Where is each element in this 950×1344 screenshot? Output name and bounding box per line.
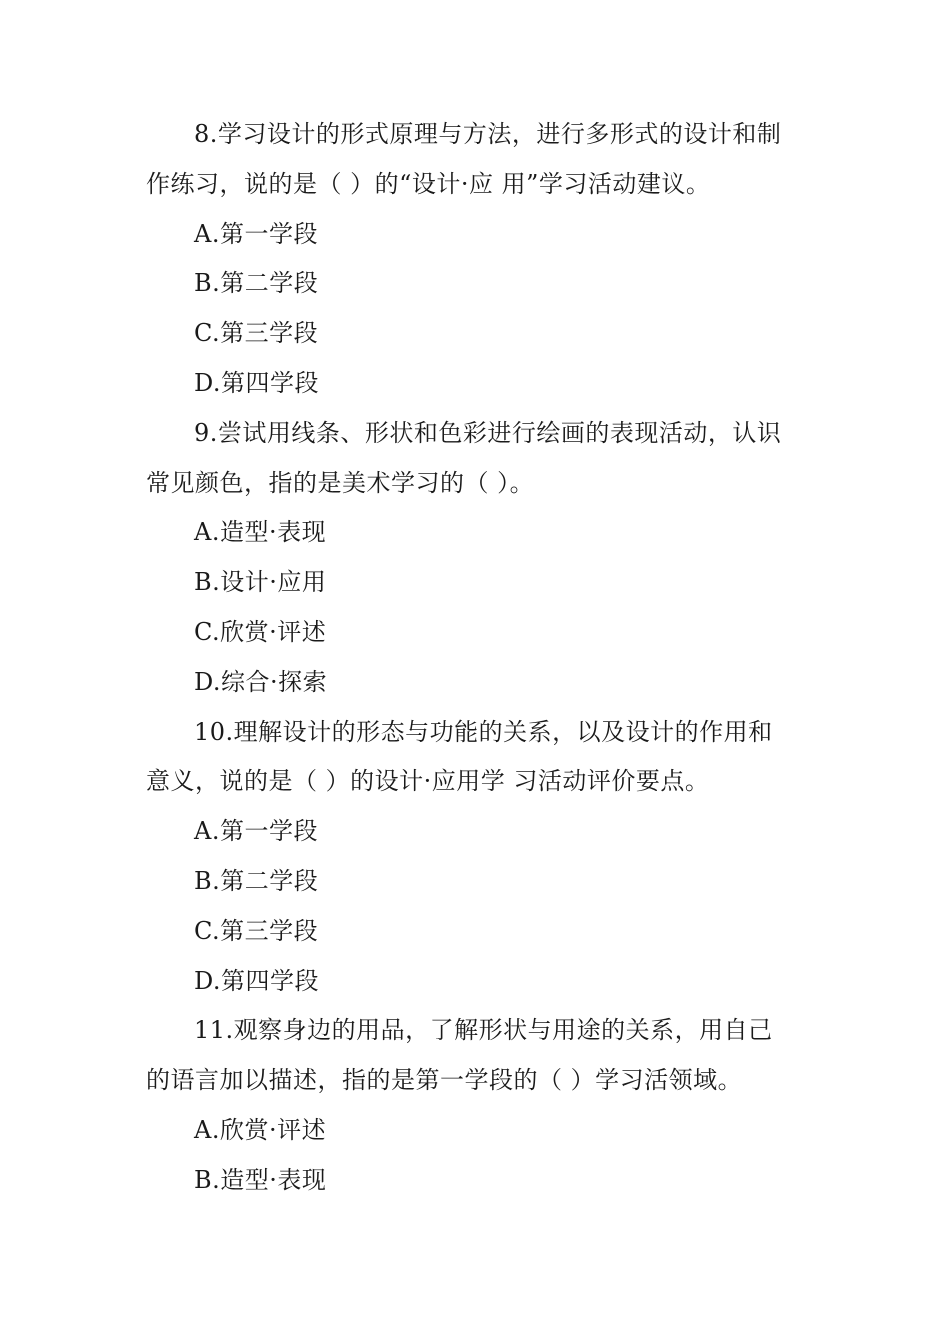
question-9 [146,409,810,708]
option-a: A.第一学段 [194,817,318,846]
option-d: D.综合·探索 [194,667,328,696]
option-b: B.设计·应用 [194,568,327,597]
option-a: A.造型·表现 [194,518,327,547]
option-c: C.欣赏·评述 [194,617,327,646]
option-b: B.第二学段 [194,269,319,298]
question-list [146,110,810,1206]
question-text-line: 作练习，说的是（ ）的“设计·应 用”学习活动建议。 [146,169,711,198]
question-text-line: 8.学习设计的形式原理与方法，进行多形式的设计和制 [194,120,782,148]
option-b: B.第二学段 [194,866,319,895]
question-text-line: 9.尝试用线条、形状和色彩进行绘画的表现活动，认识 [194,418,782,447]
option-a: A.第一学段 [194,219,318,248]
question-8 [146,110,810,409]
option-d: D.第四学段 [194,966,320,995]
option-d: D.第四学段 [194,368,320,397]
option-c: C.第三学段 [194,319,319,348]
option-a: A.欣赏·评述 [194,1115,327,1144]
question-10 [146,708,810,1007]
option-b: B.造型·表现 [194,1165,327,1194]
option-c: C.第三学段 [194,916,319,945]
question-text-line: 的语言加以描述，指的是第一学段的（ ）学习活领域。 [146,1066,743,1095]
question-11 [146,1006,810,1205]
question-text-line: 10.理解设计的形态与功能的关系，以及设计的作用和 [194,717,773,746]
question-text-line: 常见颜色，指的是美术学习的（ ）。 [146,468,535,497]
question-text-line: 意义，说的是（ ）的设计·应用学 习活动评价要点。 [146,767,710,796]
question-text-line: 11.观察身边的用品，了解形状与用途的关系，用自己 [194,1016,773,1045]
